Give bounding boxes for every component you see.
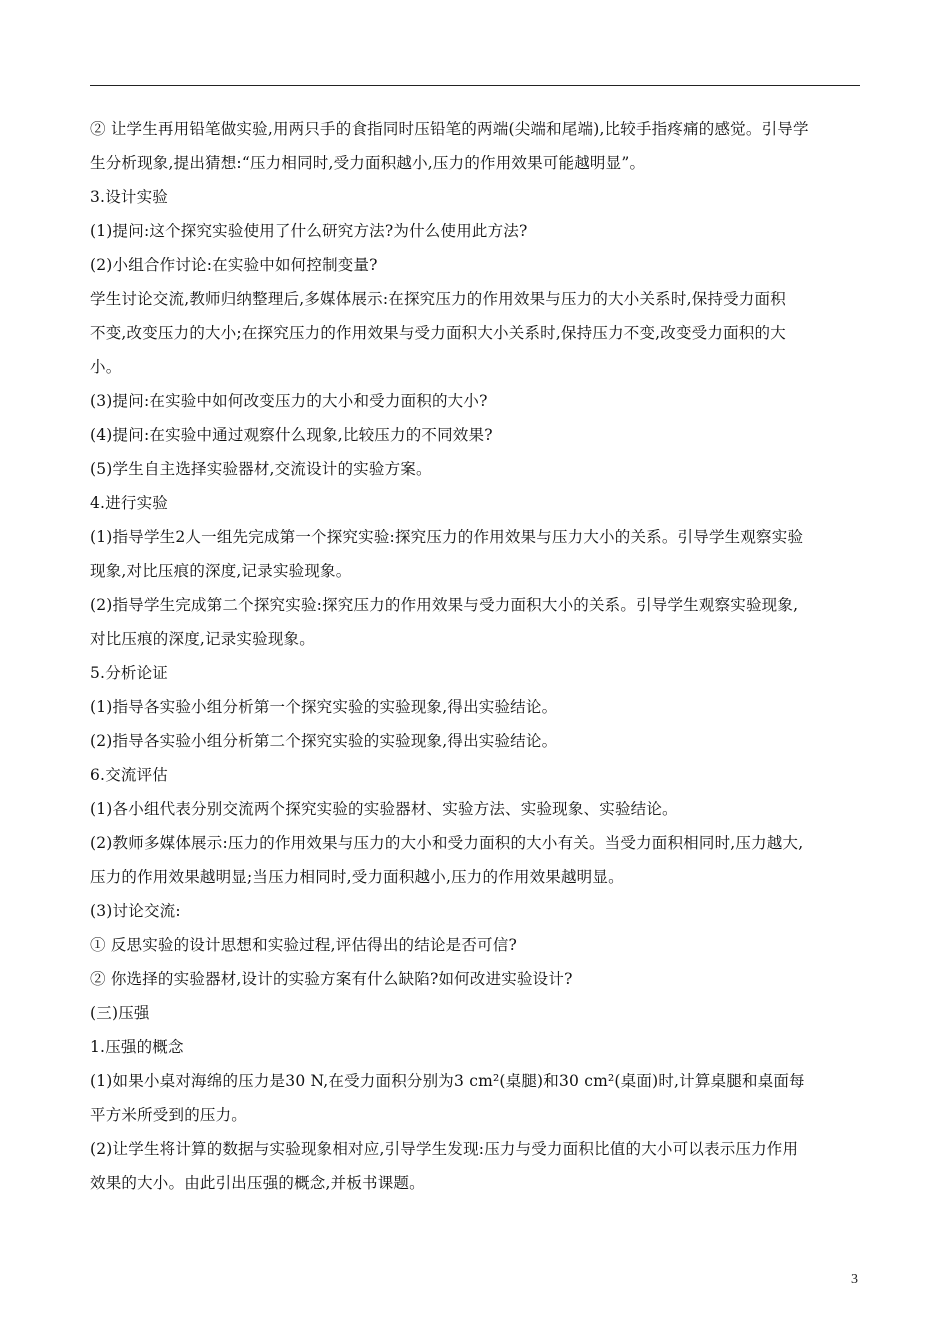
text-line: 效果的大小。由此引出压强的概念,并板书课题。 — [90, 1174, 425, 1192]
section-heading: 4.进行实验 — [90, 494, 168, 512]
text-line: 学生讨论交流,教师归纳整理后,多媒体展示:在探究压力的作用效果与压力的大小关系时,保持受力面积 — [90, 290, 786, 308]
text-line: (2)指导各实验小组分析第二个探究实验的实验现象,得出实验结论。 — [90, 732, 558, 750]
text-line: (3)提问:在实验中如何改变压力的大小和受力面积的大小? — [90, 392, 488, 410]
text-line: 平方米所受到的压力。 — [90, 1106, 248, 1124]
section-heading: 1.压强的概念 — [90, 1038, 184, 1056]
section-heading: (三)压强 — [90, 1004, 150, 1022]
page-number: 3 — [851, 1272, 858, 1287]
text-line: 不变,改变压力的大小;在探究压力的作用效果与受力面积大小关系时,保持压力不变,改变受力面积的大 — [90, 324, 786, 342]
text-line: (1)指导学生2人一组先完成第一个探究实验:探究压力的作用效果与压力大小的关系。引导学生观察实验 — [90, 528, 804, 546]
text-line: (1)提问:这个探究实验使用了什么研究方法?为什么使用此方法? — [90, 222, 528, 240]
text-line: 对比压痕的深度,记录实验现象。 — [90, 630, 315, 648]
header-rule — [90, 85, 860, 86]
text-line: (3)讨论交流: — [90, 902, 181, 920]
text-line: (1)指导各实验小组分析第一个探究实验的实验现象,得出实验结论。 — [90, 698, 558, 716]
text-line: (2)指导学生完成第二个探究实验:探究压力的作用效果与受力面积大小的关系。引导学生观察实验现象, — [90, 596, 799, 614]
text-line: (2)让学生将计算的数据与实验现象相对应,引导学生发现:压力与受力面积比值的大小可以表示压力作用 — [90, 1140, 799, 1158]
section-heading: 3.设计实验 — [90, 188, 168, 206]
section-heading: 5.分析论证 — [90, 664, 168, 682]
text-line: 小。 — [90, 358, 122, 376]
text-line: 生分析现象,提出猜想:“压力相同时,受力面积越小,压力的作用效果可能越明显”。 — [90, 154, 646, 172]
text-line: ② 你选择的实验器材,设计的实验方案有什么缺陷?如何改进实验设计? — [90, 970, 573, 988]
text-line: (4)提问:在实验中通过观察什么现象,比较压力的不同效果? — [90, 426, 493, 444]
text-line: (2)小组合作讨论:在实验中如何控制变量? — [90, 256, 378, 274]
text-line: 压力的作用效果越明显;当压力相同时,受力面积越小,压力的作用效果越明显。 — [90, 868, 624, 886]
document-body — [90, 112, 860, 1200]
text-line: (1)各小组代表分别交流两个探究实验的实验器材、实验方法、实验现象、实验结论。 — [90, 800, 678, 818]
text-line: (2)教师多媒体展示:压力的作用效果与压力的大小和受力面积的大小有关。当受力面积相同时,压力越大, — [90, 834, 804, 852]
text-line: (1)如果小桌对海绵的压力是30 N,在受力面积分别为3 cm²(桌腿)和30 cm²(桌面)时,计算桌腿和桌面每 — [90, 1072, 805, 1090]
text-line: 现象,对比压痕的深度,记录实验现象。 — [90, 562, 352, 580]
text-line: (5)学生自主选择实验器材,交流设计的实验方案。 — [90, 460, 432, 478]
text-line: ① 反思实验的设计思想和实验过程,评估得出的结论是否可信? — [90, 936, 517, 954]
text-line: ② 让学生再用铅笔做实验,用两只手的食指同时压铅笔的两端(尖端和尾端),比较手指疼痛的感觉。引导学 — [90, 120, 809, 138]
section-heading: 6.交流评估 — [90, 766, 168, 784]
